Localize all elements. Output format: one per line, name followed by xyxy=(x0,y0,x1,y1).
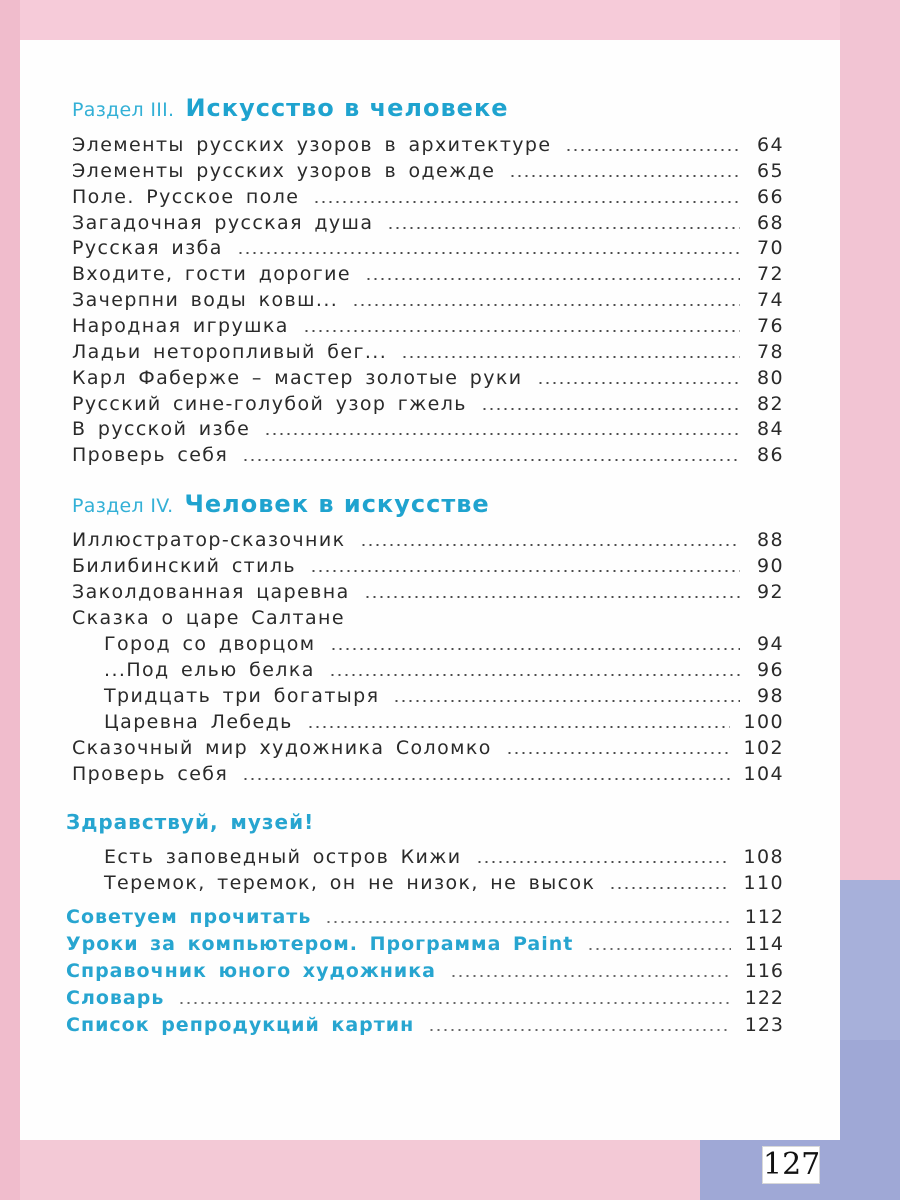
toc-entry-title: Русский сине-голубой узор гжель xyxy=(72,393,467,415)
leader-dots xyxy=(360,544,741,546)
page-background-top xyxy=(0,0,900,40)
toc-entry-page: 94 xyxy=(757,633,784,655)
toc-entry-heading[interactable] xyxy=(72,603,784,629)
toc-entry-title: Уроки за компьютером. Программа Paint xyxy=(66,933,574,955)
toc-appendix-entry[interactable] xyxy=(66,956,784,982)
toc-entry[interactable] xyxy=(72,551,784,577)
toc-entry-page: 98 xyxy=(757,685,784,707)
toc-entry-page: 123 xyxy=(744,1014,784,1036)
toc-entry-page: 82 xyxy=(757,393,784,415)
toc-entry-page: 96 xyxy=(757,659,784,681)
toc-appendix-entry[interactable] xyxy=(66,929,784,955)
toc-entry-page: 112 xyxy=(744,906,784,928)
leader-dots xyxy=(481,408,740,410)
toc-entry-title: В русской избе xyxy=(72,418,251,440)
toc-entry-page: 88 xyxy=(757,529,784,551)
toc-entry-title: Поле. Русское поле xyxy=(72,186,300,208)
leader-dots xyxy=(364,596,740,598)
toc-entry-title: Зачерпни воды ковш... xyxy=(72,289,339,311)
toc-entry-title: Справочник юного художника xyxy=(66,960,436,982)
toc-appendix-entry[interactable] xyxy=(66,983,784,1009)
toc-subentry[interactable] xyxy=(104,629,784,655)
toc-entry-title: Проверь себя xyxy=(72,444,229,466)
toc-entry-page: 108 xyxy=(743,846,784,868)
leader-dots xyxy=(537,382,740,384)
toc-entry-page: 80 xyxy=(757,367,784,389)
section-3-heading xyxy=(72,94,509,122)
leader-dots xyxy=(509,175,740,177)
leader-dots xyxy=(393,700,740,702)
toc-entry-title: Проверь себя xyxy=(72,763,229,785)
leader-dots xyxy=(178,1002,730,1004)
toc-entry[interactable] xyxy=(72,733,784,759)
toc-entry[interactable] xyxy=(72,130,784,156)
museum-heading: Здравствуй, музей! xyxy=(66,810,315,834)
leader-dots xyxy=(450,975,731,977)
toc-entry-page: 84 xyxy=(757,418,784,440)
toc-entry-title: Есть заповедный остров Кижи xyxy=(104,846,462,868)
toc-subentry[interactable] xyxy=(104,681,784,707)
toc-entry-page: 90 xyxy=(757,555,784,577)
toc-entry-page: 116 xyxy=(744,960,784,982)
leader-dots xyxy=(303,330,740,332)
section-4-heading xyxy=(72,490,490,518)
toc-entry-title: Царевна Лебедь xyxy=(104,711,293,733)
toc-entry[interactable] xyxy=(72,311,784,337)
leader-dots xyxy=(587,948,730,950)
toc-entry-page: 64 xyxy=(757,134,784,156)
leader-dots xyxy=(264,433,740,435)
toc-entry-title: Тридцать три богатыря xyxy=(104,685,380,707)
toc-entry-title: Карл Фаберже – мастер золотые руки xyxy=(72,367,523,389)
toc-entry-title: Заколдованная царевна xyxy=(72,581,350,603)
toc-entry-title: Город со дворцом xyxy=(104,633,316,655)
toc-entry[interactable] xyxy=(72,182,784,208)
toc-entry-page: 100 xyxy=(743,711,784,733)
leader-dots xyxy=(609,887,729,889)
toc-entry-page: 70 xyxy=(757,237,784,259)
toc-entry-page: 74 xyxy=(757,289,784,311)
section-4-label: Раздел IV. xyxy=(72,495,174,517)
toc-entry-page: 122 xyxy=(744,987,784,1009)
toc-entry-page: 65 xyxy=(757,160,784,182)
toc-subentry[interactable] xyxy=(104,707,784,733)
toc-entry-title: Иллюстратор-сказочник xyxy=(72,529,346,551)
toc-subentry[interactable] xyxy=(104,868,784,894)
toc-entry[interactable] xyxy=(72,389,784,415)
toc-entry-page: 66 xyxy=(757,186,784,208)
leader-dots xyxy=(313,201,740,203)
page-number: 127 xyxy=(763,1147,821,1182)
section-3-label: Раздел III. xyxy=(72,99,175,121)
toc-entry-title: Элементы русских узоров в одежде xyxy=(72,160,496,182)
toc-entry-page: 110 xyxy=(743,872,784,894)
toc-entry-title: Словарь xyxy=(66,987,165,1009)
leader-dots xyxy=(329,674,740,676)
leader-dots xyxy=(565,149,740,151)
toc-entry-page: 78 xyxy=(757,341,784,363)
toc-entry-title: Народная игрушка xyxy=(72,315,289,337)
leader-dots xyxy=(237,252,740,254)
toc-entry[interactable] xyxy=(72,259,784,285)
toc-entry-title: ...Под елью белка xyxy=(104,659,315,681)
leader-dots xyxy=(401,356,740,358)
toc-entry[interactable] xyxy=(72,363,784,389)
section-3-title: Искусство в человеке xyxy=(185,94,509,122)
leader-dots xyxy=(476,861,730,863)
toc-entry[interactable] xyxy=(72,208,784,234)
toc-entry[interactable] xyxy=(72,156,784,182)
toc-entry[interactable] xyxy=(72,337,784,363)
section-4-title: Человек в искусстве xyxy=(184,490,490,518)
toc-entry-page: 92 xyxy=(757,581,784,603)
page-background-blue-strip xyxy=(840,880,900,1050)
toc-entry-title: Ладьи неторопливый бег... xyxy=(72,341,388,363)
toc-entry[interactable] xyxy=(72,525,784,551)
toc-entry-title: Входите, гости дорогие xyxy=(72,263,351,285)
leader-dots xyxy=(365,278,740,280)
leader-dots xyxy=(307,726,730,728)
toc-entry[interactable] xyxy=(72,233,784,259)
toc-entry[interactable] xyxy=(72,440,784,466)
toc-entry-page: 104 xyxy=(743,763,784,785)
leader-dots xyxy=(330,648,741,650)
toc-entry-title: Загадочная русская душа xyxy=(72,212,374,234)
toc-entry-page: 72 xyxy=(757,263,784,285)
leader-dots xyxy=(352,304,740,306)
toc-entry-page: 86 xyxy=(757,444,784,466)
toc-entry-title: Сказочный мир художника Соломко xyxy=(72,737,492,759)
toc-appendix-entry[interactable] xyxy=(66,902,784,928)
leader-dots xyxy=(242,778,729,780)
toc-entry-title: Теремок, теремок, он не низок, не высок xyxy=(104,872,596,894)
toc-appendix-entry[interactable] xyxy=(66,1010,784,1036)
toc-entry-title: Элементы русских узоров в архитектуре xyxy=(72,134,552,156)
toc-entry[interactable] xyxy=(72,285,784,311)
leader-dots xyxy=(310,570,740,572)
toc-entry[interactable] xyxy=(72,759,784,785)
toc-entry-title: Список репродукций картин xyxy=(66,1014,415,1036)
toc-entry-page: 102 xyxy=(743,737,784,759)
leader-dots xyxy=(506,752,730,754)
page-background-left xyxy=(0,0,20,1200)
toc-entry-title: Русская изба xyxy=(72,237,223,259)
leader-dots xyxy=(387,227,740,229)
leader-dots xyxy=(428,1029,731,1031)
toc-subentry[interactable] xyxy=(104,842,784,868)
toc-entry-title: Билибинский стиль xyxy=(72,555,297,577)
toc-entry-page: 76 xyxy=(757,315,784,337)
toc-entry[interactable] xyxy=(72,414,784,440)
leader-dots xyxy=(242,459,740,461)
toc-entry-page: 68 xyxy=(757,212,784,234)
leader-dots xyxy=(325,921,730,923)
toc-entry[interactable] xyxy=(72,577,784,603)
toc-entry-page: 114 xyxy=(744,933,784,955)
toc-entry-title: Сказка о царе Салтане xyxy=(72,607,345,629)
toc-entry-title: Советуем прочитать xyxy=(66,906,312,928)
toc-subentry[interactable] xyxy=(104,655,784,681)
